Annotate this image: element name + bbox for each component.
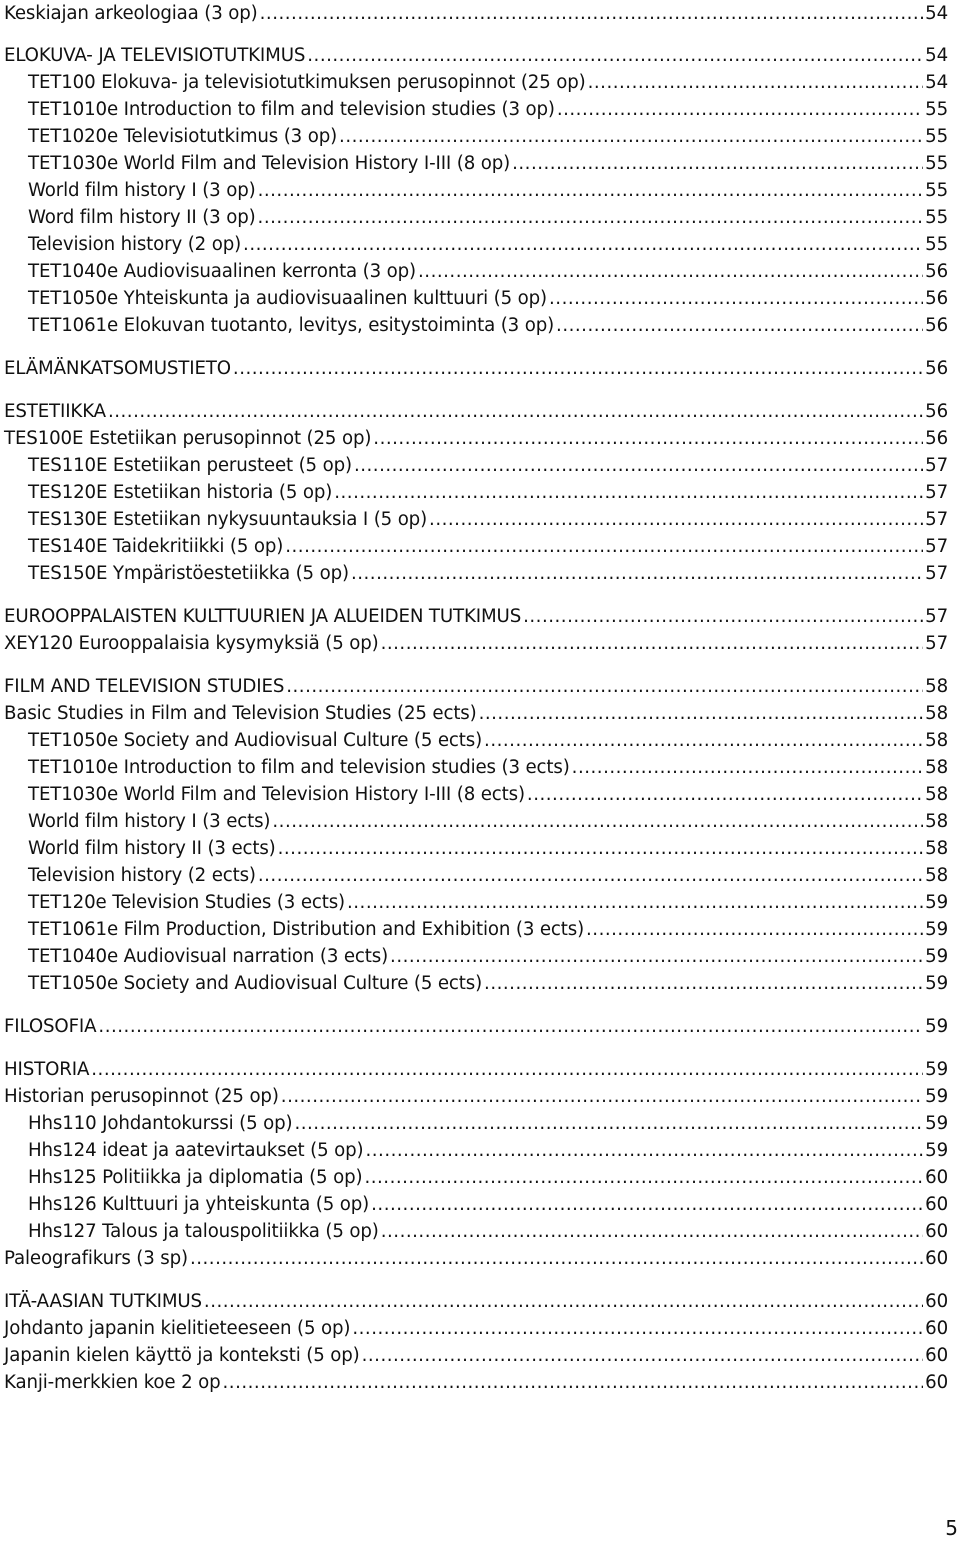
toc-entry-title: Kanji-merkkien koe 2 op <box>4 1372 221 1393</box>
toc-entry-title: Japanin kielen käyttö ja konteksti (5 op) <box>4 1345 360 1366</box>
toc-entry <box>4 700 948 727</box>
toc-entry <box>4 42 948 69</box>
toc-entry-page: 59 <box>925 1059 948 1080</box>
dot-leader <box>258 862 923 889</box>
dot-leader <box>233 355 923 382</box>
toc-entry <box>4 1191 948 1218</box>
dot-leader <box>588 69 924 96</box>
toc-entry-title: TET1010e Introduction to film and television studies (3 ects) <box>28 757 570 778</box>
dot-leader <box>352 1315 923 1342</box>
dot-leader <box>334 479 923 506</box>
toc-entry <box>4 808 948 835</box>
toc-entry-page: 55 <box>925 99 948 120</box>
toc-entry <box>4 1369 948 1396</box>
toc-entry <box>4 1164 948 1191</box>
toc-entry <box>4 231 948 258</box>
toc-entry-title: Paleografikurs (3 sp) <box>4 1248 188 1269</box>
toc-entry-page: 55 <box>925 180 948 201</box>
toc-entry-title: ELÄMÄNKATSOMUSTIETO <box>4 358 231 379</box>
toc-entry-title: TET120e Television Studies (3 ects) <box>28 892 345 913</box>
toc-entry <box>4 1137 948 1164</box>
toc-entry-page: 57 <box>925 509 948 530</box>
dot-leader <box>381 1218 923 1245</box>
toc-entry-page: 55 <box>925 126 948 147</box>
toc-entry-page: 56 <box>925 358 948 379</box>
toc-entry <box>4 630 948 657</box>
toc-entry <box>4 1288 948 1315</box>
toc-entry-page: 60 <box>925 1318 948 1339</box>
dot-leader <box>527 781 923 808</box>
toc-entry-title: Hhs126 Kulttuuri ja yhteiskunta (5 op) <box>28 1194 370 1215</box>
toc-entry <box>4 603 948 630</box>
toc-entry-title: ESTETIIKKA <box>4 401 106 422</box>
toc-entry <box>4 673 948 700</box>
toc-entry-page: 60 <box>925 1291 948 1312</box>
toc-entry <box>4 452 948 479</box>
dot-leader <box>272 808 923 835</box>
toc-entry <box>4 1315 948 1342</box>
toc-entry-title: TES150E Ympäristöestetiikka (5 op) <box>28 563 349 584</box>
dot-leader <box>351 560 923 587</box>
toc-entry-page: 58 <box>925 676 948 697</box>
toc-entry <box>4 835 948 862</box>
toc-entry <box>4 1013 948 1040</box>
toc-entry-page: 57 <box>925 563 948 584</box>
toc-entry-page: 56 <box>925 401 948 422</box>
toc-entry-page: 60 <box>925 1194 948 1215</box>
toc-entry-title: Hhs110 Johdantokurssi (5 op) <box>28 1113 293 1134</box>
toc-entry <box>4 0 948 27</box>
toc-entry-page: 59 <box>925 1016 948 1037</box>
toc-entry <box>4 123 948 150</box>
toc-entry-title: Hhs127 Talous ja talouspolitiikka (5 op) <box>28 1221 379 1242</box>
toc-entry-page: 57 <box>925 633 948 654</box>
toc-entry-page: 56 <box>925 261 948 282</box>
toc-entry-page: 60 <box>925 1167 948 1188</box>
toc-entry <box>4 96 948 123</box>
dot-leader <box>91 1056 923 1083</box>
dot-leader <box>347 889 923 916</box>
toc-entry <box>4 355 948 382</box>
toc-entry-page: 60 <box>925 1345 948 1366</box>
toc-entry-title: World film history I (3 ects) <box>28 811 271 832</box>
dot-leader <box>479 700 924 727</box>
toc-entry-title: FILM AND TELEVISION STUDIES <box>4 676 285 697</box>
dot-leader <box>549 285 923 312</box>
dot-leader <box>418 258 923 285</box>
toc-entry-page: 58 <box>925 811 948 832</box>
dot-leader <box>484 727 923 754</box>
toc-entry <box>4 916 948 943</box>
toc-entry-page: 59 <box>925 1140 948 1161</box>
dot-leader <box>354 452 923 479</box>
dot-leader <box>371 1191 923 1218</box>
toc-entry <box>4 862 948 889</box>
toc-entry-title: TES140E Taidekritiikki (5 op) <box>28 536 284 557</box>
toc-entry <box>4 506 948 533</box>
toc-entry-title: ITÄ-AASIAN TUTKIMUS <box>4 1291 202 1312</box>
dot-leader <box>243 231 923 258</box>
toc-entry-page: 55 <box>925 234 948 255</box>
toc-entry-page: 60 <box>925 1372 948 1393</box>
toc-entry-page: 55 <box>925 153 948 174</box>
toc-entry-title: TET100 Elokuva- ja televisiotutkimuksen perusopinnot (25 op) <box>28 72 586 93</box>
dot-leader <box>484 970 923 997</box>
toc-entry <box>4 479 948 506</box>
toc-entry-page: 59 <box>925 892 948 913</box>
toc-entry-title: Hhs124 ideat ja aatevirtaukset (5 op) <box>28 1140 364 1161</box>
toc-entry-title: TES120E Estetiikan historia (5 op) <box>28 482 333 503</box>
dot-leader <box>260 0 924 27</box>
toc-entry-page: 57 <box>925 482 948 503</box>
toc-entry-page: 54 <box>925 3 948 24</box>
dot-leader <box>364 1164 923 1191</box>
toc-entry-page: 54 <box>925 72 948 93</box>
toc-entry <box>4 1110 948 1137</box>
toc-entry-page: 57 <box>925 455 948 476</box>
dot-leader <box>294 1110 923 1137</box>
toc-entry-title: TET1040e Audiovisuaalinen kerronta (3 op) <box>28 261 416 282</box>
toc-entry <box>4 1083 948 1110</box>
toc-entry-page: 60 <box>925 1221 948 1242</box>
toc-entry-page: 59 <box>925 973 948 994</box>
toc-entry-title: TET1061e Elokuvan tuotanto, levitys, esitystoiminta (3 op) <box>28 315 555 336</box>
dot-leader <box>223 1369 924 1396</box>
dot-leader <box>557 96 923 123</box>
toc-entry-page: 58 <box>925 757 948 778</box>
dot-leader <box>281 1083 923 1110</box>
toc-entry-title: TET1040e Audiovisual narration (3 ects) <box>28 946 389 967</box>
toc-entry-title: TET1050e Yhteiskunta ja audiovisuaalinen kulttuuri (5 op) <box>28 288 548 309</box>
toc-entry-title: TES100E Estetiikan perusopinnot (25 op) <box>4 428 372 449</box>
toc-entry-page: 59 <box>925 946 948 967</box>
toc-entry-title: TET1030e World Film and Television History I-III (8 op) <box>28 153 511 174</box>
dot-leader <box>586 916 923 943</box>
toc-entry-page: 58 <box>925 865 948 886</box>
dot-leader <box>258 177 924 204</box>
toc-entry <box>4 285 948 312</box>
toc-entry-title: Historian perusopinnot (25 op) <box>4 1086 279 1107</box>
toc-entry <box>4 970 948 997</box>
toc-entry-title: XEY120 Eurooppalaisia kysymyksiä (5 op) <box>4 633 379 654</box>
dot-leader <box>108 398 923 425</box>
toc-entry <box>4 258 948 285</box>
toc-entry <box>4 889 948 916</box>
toc-entry-title: HISTORIA <box>4 1059 90 1080</box>
toc-entry-title: ELOKUVA- JA TELEVISIOTUTKIMUS <box>4 45 306 66</box>
dot-leader <box>258 204 924 231</box>
toc-entry-title: TET1050e Society and Audiovisual Culture (5 ects) <box>28 730 483 751</box>
toc-entry-title: World film history I (3 op) <box>28 180 256 201</box>
toc-entry <box>4 1342 948 1369</box>
toc-entry-page: 59 <box>925 1086 948 1107</box>
toc-entry <box>4 560 948 587</box>
toc-entry-title: EUROOPPALAISTEN KULTTUURIEN JA ALUEIDEN TUTKIMUS <box>4 606 522 627</box>
toc-entry <box>4 177 948 204</box>
toc-entry-title: Word film history II (3 op) <box>28 207 256 228</box>
toc-entry-title: Johdanto japanin kielitieteeseen (5 op) <box>4 1318 351 1339</box>
toc-entry-title: TES130E Estetiikan nykysuuntauksia I (5 op) <box>28 509 428 530</box>
dot-leader <box>285 533 923 560</box>
dot-leader <box>373 425 923 452</box>
toc-entry-page: 54 <box>925 45 948 66</box>
dot-leader <box>381 630 924 657</box>
dot-leader <box>429 506 923 533</box>
toc-entry-page: 58 <box>925 730 948 751</box>
toc-entry <box>4 781 948 808</box>
toc-entry <box>4 425 948 452</box>
dot-leader <box>512 150 923 177</box>
toc-entry <box>4 150 948 177</box>
toc-entry <box>4 69 948 96</box>
dot-leader <box>523 603 923 630</box>
dot-leader <box>365 1137 923 1164</box>
toc-entry-page: 56 <box>925 428 948 449</box>
toc-entry <box>4 204 948 231</box>
dot-leader <box>98 1013 923 1040</box>
toc-entry-page: 56 <box>925 315 948 336</box>
toc-entry-title: TET1020e Televisiotutkimus (3 op) <box>28 126 338 147</box>
toc-entry <box>4 312 948 339</box>
toc-entry-title: Television history (2 op) <box>28 234 242 255</box>
toc-entry-page: 58 <box>925 703 948 724</box>
dot-leader <box>286 673 923 700</box>
dot-leader <box>390 943 923 970</box>
dot-leader <box>572 754 924 781</box>
toc-entry-page: 59 <box>925 919 948 940</box>
toc-entry-title: Hhs125 Politiikka ja diplomatia (5 op) <box>28 1167 363 1188</box>
dot-leader <box>307 42 923 69</box>
toc-entry <box>4 1218 948 1245</box>
toc-entry <box>4 943 948 970</box>
toc-entry-title: Television history (2 ects) <box>28 865 256 886</box>
toc-entry-title: TET1030e World Film and Television History I-III (8 ects) <box>28 784 525 805</box>
toc-entry <box>4 533 948 560</box>
toc-entry-page: 58 <box>925 838 948 859</box>
toc-entry-title: TET1010e Introduction to film and television studies (3 op) <box>28 99 555 120</box>
toc-entry <box>4 727 948 754</box>
toc-entry-page: 58 <box>925 784 948 805</box>
toc-entry <box>4 398 948 425</box>
dot-leader <box>339 123 923 150</box>
dot-leader <box>204 1288 923 1315</box>
toc-entry-title: FILOSOFIA <box>4 1016 97 1037</box>
dot-leader <box>190 1245 923 1272</box>
toc-entry <box>4 754 948 781</box>
toc-entry-page: 59 <box>925 1113 948 1134</box>
toc-entry-title: Basic Studies in Film and Television Studies (25 ects) <box>4 703 477 724</box>
toc-entry <box>4 1056 948 1083</box>
toc-entry-title: TET1050e Society and Audiovisual Culture (5 ects) <box>28 973 483 994</box>
page-number: 5 <box>945 1516 958 1540</box>
toc-entry-title: Keskiajan arkeologiaa (3 op) <box>4 3 258 24</box>
toc-entry <box>4 1245 948 1272</box>
dot-leader <box>556 312 923 339</box>
toc-entry-page: 57 <box>925 536 948 557</box>
toc-entry-page: 55 <box>925 207 948 228</box>
toc-entry-page: 57 <box>925 606 948 627</box>
toc-entry-title: TES110E Estetiikan perusteet (5 op) <box>28 455 352 476</box>
toc-entry-title: TET1061e Film Production, Distribution and Exhibition (3 ects) <box>28 919 585 940</box>
dot-leader <box>278 835 924 862</box>
toc-entry-page: 60 <box>925 1248 948 1269</box>
toc-entry-title: World film history II (3 ects) <box>28 838 276 859</box>
dot-leader <box>362 1342 924 1369</box>
toc-entry-page: 56 <box>925 288 948 309</box>
